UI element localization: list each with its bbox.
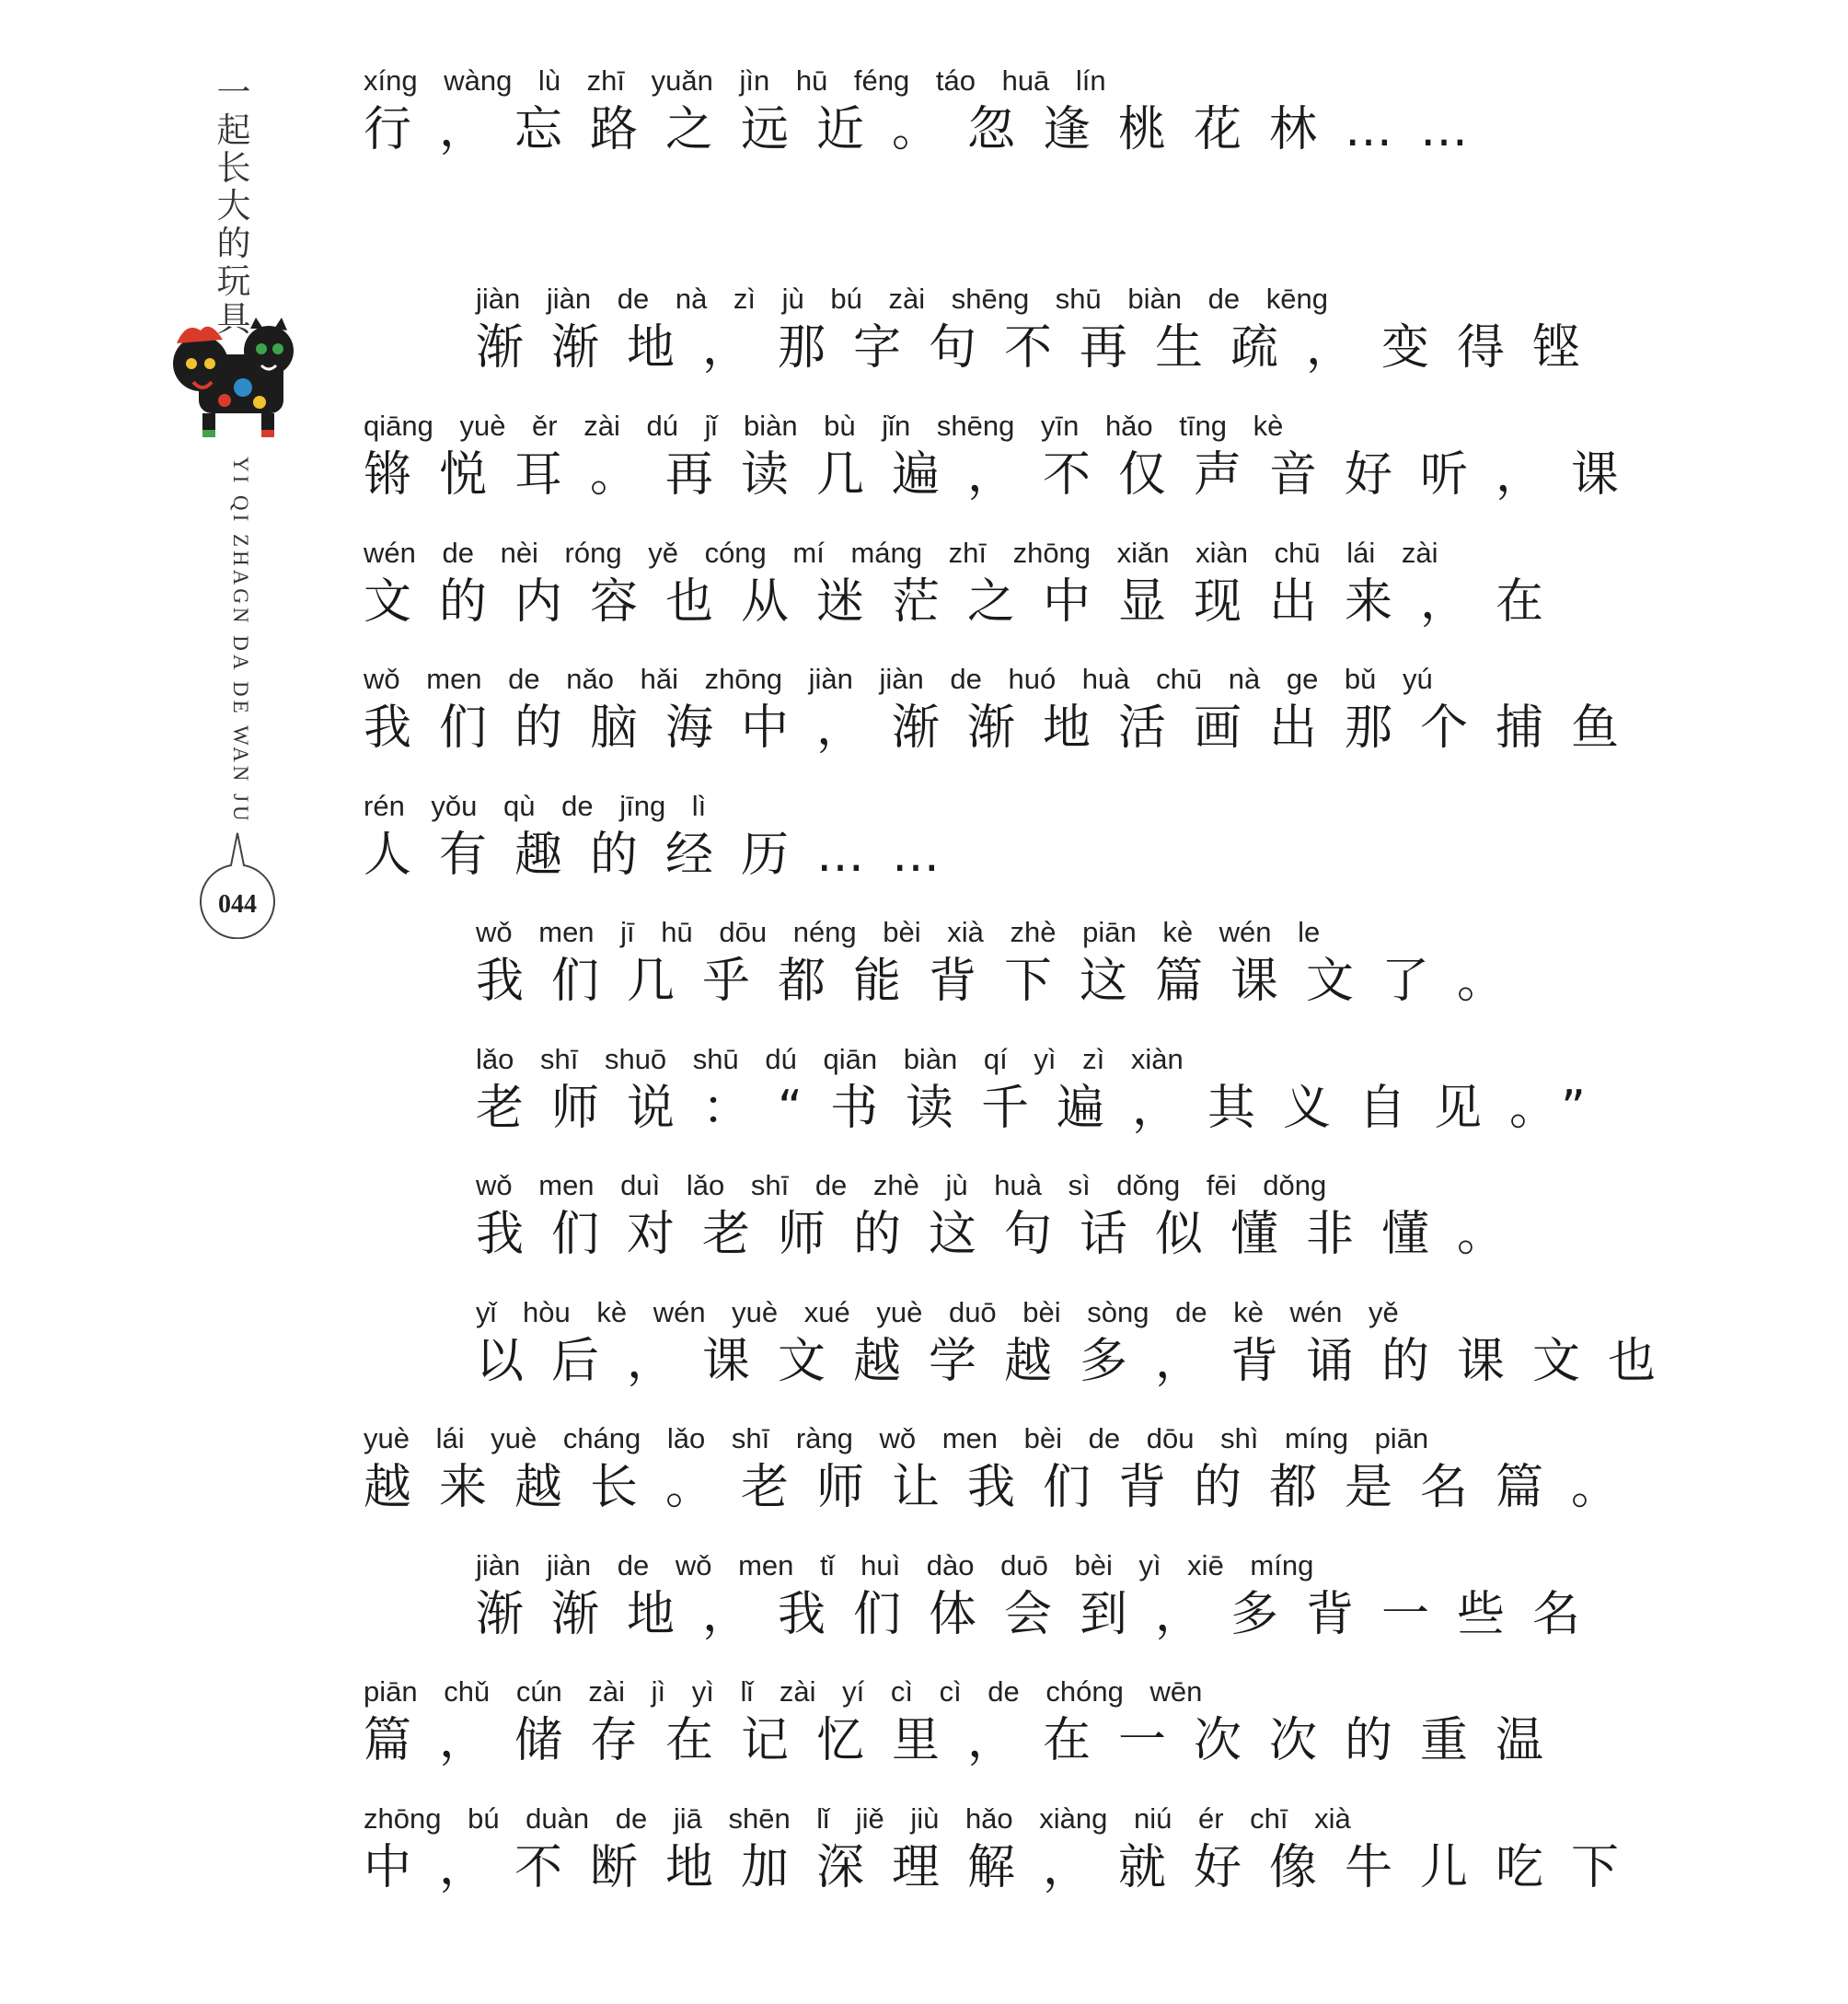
text-line (364, 1549, 1609, 1674)
text-line (364, 1422, 1647, 1546)
hanzi-line: 篇，储存在记忆里，在一次次的重温 (364, 1713, 1572, 1768)
pinyin-line: wǒ men duì lǎo shī de zhè jù huà sì dǒng fēi dǒng (476, 1169, 1327, 1201)
book-title-romanization: YI QI ZHAGN DA DE WAN JU (229, 457, 252, 825)
hanzi-line: 锵悦耳。再读几遍，不仅声音好听，课 (364, 447, 1647, 503)
speech-bubble-icon (191, 828, 283, 939)
sidebar (166, 55, 304, 976)
hanzi-line: 老师说：“书读千遍，其义自见。” (476, 1081, 1613, 1136)
pinyin-line: jiàn jiàn de nà zì jù bú zài shēng shū biàn de kēng (476, 283, 1328, 315)
pinyin-line: qiāng yuè ěr zài dú jǐ biàn bù jǐn shēng yīn hǎo tīng kè (364, 410, 1284, 442)
book-title: 一起长大的玩具 (216, 73, 251, 339)
pinyin-line: xíng wàng lù zhī yuǎn jìn hū féng táo huā lín (364, 64, 1106, 97)
text-line (364, 1802, 1647, 1927)
text-line (364, 1296, 1684, 1420)
pinyin-line: wǒ men jī hū dōu néng bèi xià zhè piān kè wén le (476, 916, 1321, 948)
hanzi-line: 中，不断地加深理解，就好像牛儿吃下 (364, 1840, 1647, 1895)
hanzi-line: 文的内容也从迷茫之中显现出来，在 (364, 574, 1572, 630)
pinyin-line: jiàn jiàn de wǒ men tǐ huì dào duō bèi yì xiē míng (476, 1549, 1314, 1581)
hanzi-line: 我们的脑海中，渐渐地活画出那个捕鱼 (364, 701, 1647, 756)
text-line (364, 537, 1572, 661)
hanzi-line: 人有趣的经历…… (364, 828, 968, 883)
pinyin-line: yuè lái yuè cháng lǎo shī ràng wǒ men bèi de dōu shì míng piān (364, 1422, 1429, 1454)
hanzi-line: 渐渐地，那字句不再生疏，变得铿 (476, 320, 1609, 376)
page-number: 044 (218, 890, 257, 919)
text-line (364, 663, 1647, 787)
hanzi-line: 我们几乎都能背下这篇课文了。 (476, 954, 1533, 1009)
folk-art-tiger-toy-icon (166, 318, 304, 446)
hanzi-line: 以后，课文越学越多，背诵的课文也 (476, 1334, 1684, 1389)
text-line (364, 1043, 1613, 1167)
text-line (364, 410, 1647, 534)
pinyin-line: rén yǒu qù de jīng lì (364, 790, 707, 822)
text-line (364, 790, 1532, 914)
hanzi-line: 我们对老师的这句话似懂非懂。 (476, 1207, 1533, 1262)
hanzi-line: 越来越长。老师让我们背的都是名篇。 (364, 1460, 1647, 1515)
page-number-badge (191, 828, 283, 939)
text-line (364, 916, 1532, 1040)
text-line (364, 283, 1609, 407)
text-line (364, 1169, 1532, 1293)
pinyin-line: piān chǔ cún zài jì yì lǐ zài yí cì cì de chóng wēn (364, 1675, 1203, 1708)
pinyin-line: wén de nèi róng yě cóng mí máng zhī zhōng xiǎn xiàn chū lái zài (364, 537, 1438, 569)
text-line (364, 1675, 1572, 1800)
pinyin-line: wǒ men de nǎo hǎi zhōng jiàn jiàn de huó huà chū nà ge bǔ yú (364, 663, 1433, 695)
pinyin-line: yǐ hòu kè wén yuè xué yuè duō bèi sòng de kè wén yě (476, 1296, 1399, 1328)
text-line (364, 64, 1532, 189)
pinyin-line: lǎo shī shuō shū dú qiān biàn qí yì zì xiàn (476, 1043, 1184, 1075)
hanzi-line: 行，忘路之远近。忽逢桃花林…… (364, 102, 1496, 157)
hanzi-line: 渐渐地，我们体会到，多背一些名 (476, 1587, 1609, 1642)
pinyin-line: zhōng bú duàn de jiā shēn lǐ jiě jiù hǎo xiàng niú ér chī xià (364, 1802, 1351, 1835)
